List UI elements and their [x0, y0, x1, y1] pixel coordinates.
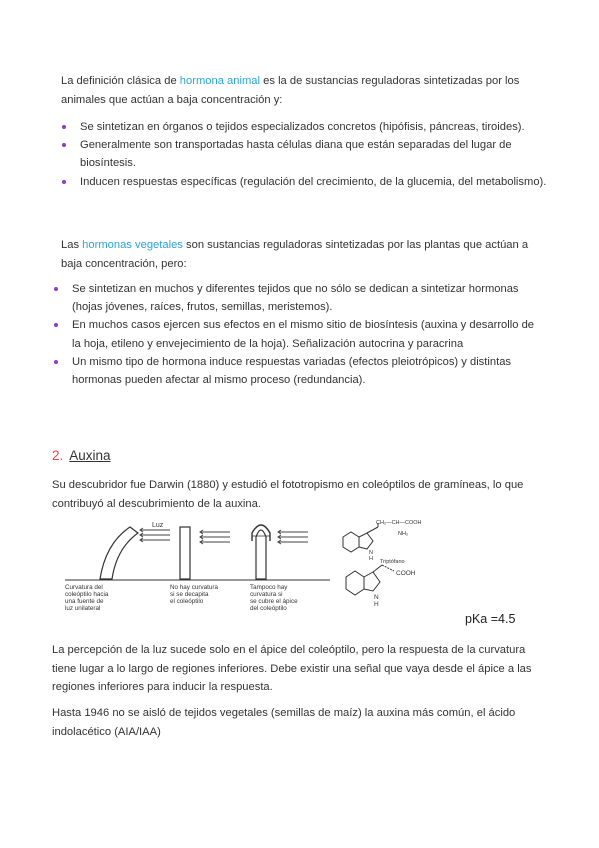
- hormonas-vegetales-link[interactable]: hormonas vegetales: [82, 239, 183, 251]
- trp-n: N: [369, 550, 373, 556]
- trp-chain: CH₂—CH—COOH: [376, 520, 422, 526]
- phototropism-figure: [60, 519, 470, 619]
- iaa-structure: [346, 565, 394, 595]
- list-item: Generalmente son transportadas hasta células diana que están separadas del lugar de biosíntesis.: [61, 136, 549, 172]
- section-number: 2.: [52, 448, 64, 463]
- list-item: Un mismo tipo de hormona induce respuestas variadas (efectos pleiotrópicos) y distintas hormonas pueden afectar al mismo proceso (redundancia).: [53, 353, 543, 389]
- plant-intro-paragraph: [61, 236, 531, 273]
- intro-text-after: es la de sustancias reguladoras sintetizadas por los animales que actúan a baja concentración y:: [61, 75, 520, 106]
- decapitated-coleoptile: [180, 527, 190, 579]
- pka-value: pKa =4.5: [465, 612, 516, 626]
- list-item: En muchos casos ejercen sus efectos en el mismo sitio de biosíntesis (auxina y desarrollo de la hoja, etileno y envejecimiento de la hoja). Señalización autocrina y paracrina: [53, 316, 543, 352]
- isolation-paragraph: Hasta 1946 no se aisló de tejidos vegetales (semillas de maíz) la auxina más común, el ácido indolacético (AIA/IAA): [52, 707, 516, 738]
- light-arrows: [140, 528, 308, 544]
- caption-1: Curvatura del coleóptilo hacia una fuente de luz unilateral: [65, 584, 109, 612]
- plant-text-after: son sustancias reguladoras sintetizadas por las plantas que actúan a baja concentración, pero:: [61, 239, 529, 270]
- trp-name: Triptófano: [380, 559, 405, 565]
- hormona-animal-link[interactable]: hormona animal: [179, 75, 261, 87]
- caption-3: Tampoco hay curvatura si se cubre el ápice del coleóptilo: [250, 584, 298, 612]
- iaa-n: N: [374, 594, 379, 601]
- plant-hormone-list: [53, 280, 543, 389]
- section-title: Auxina: [69, 448, 111, 463]
- caption-2: No hay curvatura si se decapita el coleóptilo: [170, 584, 218, 605]
- iaa-h: H: [374, 601, 379, 608]
- trp-nh2: NH₂: [398, 531, 409, 537]
- animal-hormone-list: [61, 118, 549, 191]
- discovery-paragraph: Su descubridor fue Darwin (1880) y estudió el fototropismo en coleóptilos de gramíneas, lo que contribuyó al descubrimiento de la auxina.: [52, 479, 524, 510]
- list-item: Se sintetizan en muchos y diferentes tejidos que no sólo se dedican a sintetizar hormonas (hojas jóvenes, raíces, frutos, semillas, meristemos).: [53, 280, 543, 316]
- intro-paragraph: [61, 72, 549, 109]
- list-item: Se sintetizan en órganos o tejidos especializados concretos (hipófisis, páncreas, tiroides).: [61, 118, 549, 136]
- bent-coleoptile: [100, 527, 138, 579]
- tryptophan-structure: [343, 523, 378, 552]
- perception-paragraph: La percepción de la luz sucede solo en el ápice del coleóptilo, pero la respuesta de la curvatura tiene lugar a lo largo de regiones inferiores. Debe existir una señal que vaya desde el ápice a las regiones inferiores para inducir la respuesta.: [52, 644, 532, 693]
- light-label: Luz: [152, 522, 164, 529]
- section-heading: [52, 447, 111, 465]
- plant-text-before: Las: [61, 239, 83, 251]
- intro-text-before: La definición clásica de: [61, 75, 180, 87]
- iaa-cooh: COOH: [396, 570, 416, 577]
- list-item: Inducen respuestas específicas (regulación del crecimiento, de la glucemia, del metabolismo).: [61, 173, 549, 191]
- trp-h: H: [369, 556, 373, 562]
- covered-coleoptile: [256, 530, 266, 579]
